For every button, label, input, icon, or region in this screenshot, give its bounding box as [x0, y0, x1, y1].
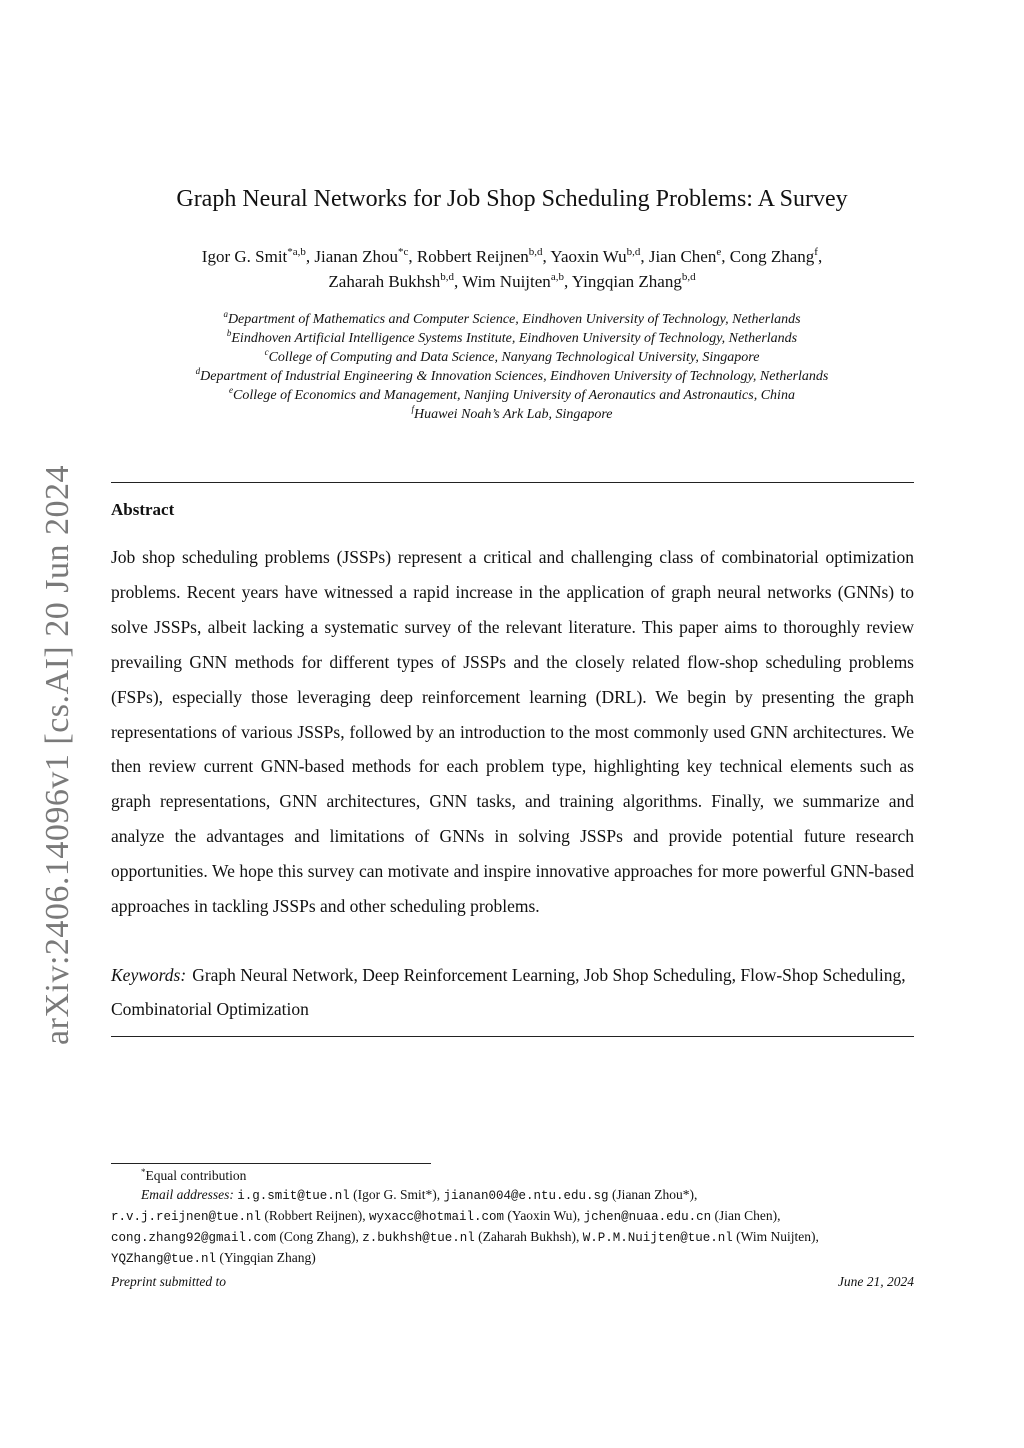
author: Wim Nuijten$^{a,b}$	[462, 271, 564, 291]
preprint-label: Preprint submitted to	[111, 1274, 226, 1289]
paper-title: Graph Neural Networks for Job Shop Scheduling Problems: A Survey	[176, 186, 848, 212]
email-link[interactable]: YQZhang@tue.nl	[111, 1252, 217, 1266]
email-link[interactable]: wyxacc@hotmail.com	[369, 1210, 505, 1224]
abstract-top-rule	[111, 482, 914, 483]
email-owner: (Jian Chen)	[714, 1208, 778, 1223]
email-owner: (Zaharah Bukhsh)	[478, 1229, 577, 1244]
author: Yaoxin Wu$^{b,d}$	[550, 246, 641, 266]
author: Yingqian Zhang$^{b,d}$	[571, 271, 696, 291]
abstract-bottom-rule	[111, 1036, 914, 1037]
author: Cong Zhang$^f$	[729, 246, 818, 266]
keywords	[111, 958, 914, 1026]
email-label: Email addresses:	[141, 1187, 234, 1202]
email-link[interactable]: cong.zhang92@gmail.com	[111, 1231, 277, 1245]
affiliation: $^a$Department of Mathematics and Computer Science, Eindhoven University of Technology, Netherlands	[223, 309, 801, 327]
email-link[interactable]: r.v.j.reijnen@tue.nl	[111, 1210, 262, 1224]
footnote-rule	[111, 1163, 431, 1164]
email-link[interactable]: W.P.M.Nuijten@tue.nl	[582, 1231, 733, 1245]
keywords-text: Graph Neural Network, Deep Reinforcement Learning, Job Shop Scheduling, Flow-Shop Scheduling, Combinatorial Optimization	[111, 965, 906, 1019]
keywords-label: Keywords:	[111, 965, 187, 985]
email-link[interactable]: i.g.smit@tue.nl	[237, 1189, 350, 1203]
author-list: Igor G. Smit$^{*a,b}$, Jianan Zhou$^{*c}$, Robbert Reijnen$^{b,d}$, Yaoxin Wu$^{b,d}$, Jian Chen$^e$, Cong Zhang$^f$, Zaharah Bukhsh$^{b,d}$, Wim Nuijten$^{a,b}$, Yingqian Zhang$^{b,d}$	[201, 246, 823, 291]
equal-contribution-note: *Equal contribution	[141, 1167, 247, 1183]
email-owner: (Yingqian Zhang)	[219, 1250, 316, 1265]
email-owner: (Yaoxin Wu)	[507, 1208, 577, 1223]
affiliation: $^f$Huawei Noah’s Ark Lab, Singapore	[411, 404, 613, 422]
email-link[interactable]: z.bukhsh@tue.nl	[362, 1231, 475, 1245]
email-link[interactable]: jianan004@e.ntu.edu.sg	[443, 1189, 609, 1203]
affiliation: $^b$Eindhoven Artificial Intelligence Systems Institute, Eindhoven University of Technology, Netherlands	[226, 328, 798, 346]
email-owner: (Cong Zhang)	[279, 1229, 356, 1244]
abstract-heading: Abstract	[111, 500, 175, 519]
abstract-text: Job shop scheduling problems (JSSPs) represent a critical and challenging class of combinatorial optimization problems. Recent years have witnessed a rapid increase in the application of graph neural networks (GNNs) to solve JSSPs, albeit lacking a systematic survey of the relevant literature. This paper aims to thoroughly review prevailing GNN methods for different types of JSSPs and the closely related flow-shop scheduling problems (FSPs), especially those leveraging deep reinforcement learning (DRL). We begin by presenting the graph representations of various JSSPs, followed by an introduction to the most commonly used GNN architectures. We then review current GNN-based methods for each problem type, highlighting key technical elements such as graph representations, GNN architectures, GNN tasks, and training algorithms. Finally, we summarize and analyze the advantages and limitations of GNNs in solving JSSPs and provide potential future research opportunities. We hope this survey can motivate and inspire innovative approaches for more powerful GNN-based approaches in tackling JSSPs and other scheduling problems.	[111, 547, 914, 917]
email-owner: (Wim Nuijten)	[736, 1229, 816, 1244]
author: Igor G. Smit$^{*a,b}$	[201, 246, 306, 266]
email-owner: (Igor G. Smit*)	[353, 1187, 437, 1202]
email-link[interactable]: jchen@nuaa.edu.cn	[583, 1210, 712, 1224]
email-owner: (Robbert Reijnen)	[264, 1208, 363, 1223]
author: Robbert Reijnen$^{b,d}$	[416, 246, 543, 266]
email-addresses: Email addresses: i.g.smit@tue.nl (Igor G. Smit*), jianan004@e.ntu.edu.sg (Jianan Zhou*), r.v.j.reijnen@tue.nl (Robbert Reijnen), wyxacc@hotmail.com (Yaoxin Wu), jchen@nuaa.edu.cn (Jian Chen), cong.zhang92@gmail.com (Cong Zhang), z.bukhsh@tue.nl (Zaharah Bukhsh), W.P.M.Nuijten@tue.nl (Wim Nuijten), YQZhang@tue.nl (Yingqian Zhang)	[111, 1187, 819, 1266]
author: Jian Chen$^e$	[648, 246, 722, 266]
preprint-date: June 21, 2024	[837, 1274, 914, 1289]
affiliation-list	[90, 310, 934, 424]
author: Jianan Zhou$^{*c}$	[314, 246, 409, 266]
affiliation: $^c$College of Computing and Data Science, Nanyang Technological University, Singapore	[264, 347, 760, 365]
arxiv-identifier: arXiv:2406.14096v1 [cs.AI] 20 Jun 2024	[39, 465, 76, 1045]
affiliation: $^e$College of Economics and Management, Nanjing University of Aeronautics and Astronautics, China	[229, 385, 795, 403]
footnotes	[111, 1166, 914, 1269]
email-owner: (Jianan Zhou*)	[611, 1187, 695, 1202]
affiliation: $^d$Department of Industrial Engineering & Innovation Sciences, Eindhoven University of Technology, Netherlands	[195, 366, 829, 384]
author: Zaharah Bukhsh$^{b,d}$	[328, 271, 455, 291]
